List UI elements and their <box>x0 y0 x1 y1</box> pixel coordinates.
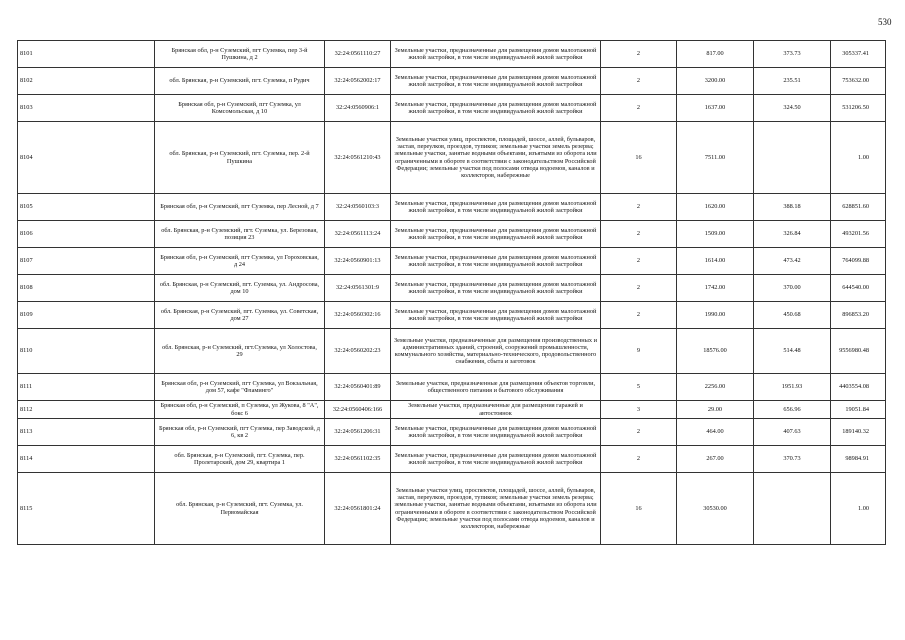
cadastral-number-cell: 32:24:0560401:89 <box>325 374 391 401</box>
row-number: 8102 <box>18 68 155 95</box>
table-row <box>18 248 886 275</box>
land-use-cell: Земельные участки, предназначенные для размещения объектов торговли, общественного питания и бытового обслуживания <box>391 374 601 401</box>
table-row <box>18 419 886 446</box>
cadastral-number-cell: 32:24:0561113:24 <box>325 221 391 248</box>
group-cell: 2 <box>601 221 677 248</box>
cadastral-number-cell: 32:24:0562002:17 <box>325 68 391 95</box>
rate-cell: 514.48 <box>754 329 831 374</box>
cadastral-value-cell: 628851.60 <box>831 194 886 221</box>
rate-cell: 373.73 <box>754 41 831 68</box>
cadastral-number-cell: 32:24:0561110:27 <box>325 41 391 68</box>
table-row <box>18 41 886 68</box>
address-cell: Брянская обл, р-н Суземский, пгт Суземка, пер Заводской, д 6, кв 2 <box>155 419 325 446</box>
land-use-cell: Земельные участки улиц, проспектов, площадей, шоссе, аллей, бульваров, застав, переулков, проездов, тупиков; земельные участки земель резерва; земельные участки, занятые водными объектами, изъятыми из оборота или ограниченными в обороте в соответствии с законодательством Российской Федерации; земельные участки под полосами отвода водоемов, каналов и коллекторов, набережные <box>391 473 601 545</box>
group-cell: 3 <box>601 401 677 419</box>
cadastral-number-cell: 32:24:0560103:3 <box>325 194 391 221</box>
group-cell: 2 <box>601 41 677 68</box>
row-number: 8114 <box>18 446 155 473</box>
cadastral-number-cell: 32:24:0560906:1 <box>325 95 391 122</box>
rate-cell: 370.73 <box>754 446 831 473</box>
group-cell: 9 <box>601 329 677 374</box>
table-row <box>18 194 886 221</box>
cadastral-value-cell: 644540.00 <box>831 275 886 302</box>
rate-cell: 656.96 <box>754 401 831 419</box>
row-number: 8103 <box>18 95 155 122</box>
address-cell: Брянская обл, р-н Суземский, пгт Суземка, пер 3-й Пушкина, д 2 <box>155 41 325 68</box>
cadastral-number-cell: 32:24:0560901:13 <box>325 248 391 275</box>
land-use-cell: Земельные участки, предназначенные для размещения домов малоэтажной жилой застройки, в том числе индивидуальной жилой застройки <box>391 419 601 446</box>
cadastral-number-cell: 32:24:0561102:35 <box>325 446 391 473</box>
cadastral-number-cell: 32:24:0561801:24 <box>325 473 391 545</box>
land-use-cell: Земельные участки, предназначенные для размещения гаражей и автостоянок <box>391 401 601 419</box>
rate-cell: 326.84 <box>754 221 831 248</box>
group-cell: 2 <box>601 194 677 221</box>
land-use-cell: Земельные участки, предназначенные для размещения домов малоэтажной жилой застройки, в том числе индивидуальной жилой застройки <box>391 41 601 68</box>
area-cell: 1509.00 <box>677 221 754 248</box>
cadastral-value-cell: 189140.32 <box>831 419 886 446</box>
cadastral-value-cell: 764099.88 <box>831 248 886 275</box>
cadastral-number-cell: 32:24:0561206:31 <box>325 419 391 446</box>
page-number: 530 <box>878 17 892 27</box>
table-row <box>18 446 886 473</box>
address-cell: Брянская обл, р-н Суземский, пгт Суземка, ул Вокзальная, дом 57, кафе "Фламинго" <box>155 374 325 401</box>
land-use-cell: Земельные участки, предназначенные для размещения домов малоэтажной жилой застройки, в том числе индивидуальной жилой застройки <box>391 221 601 248</box>
address-cell: обл. Брянская, р-н Суземский, пгт.Суземка, ул Холостова, 29 <box>155 329 325 374</box>
address-cell: обл. Брянская, р-н Суземский, пгт. Суземка, ул. Первомайская <box>155 473 325 545</box>
area-cell: 30530.00 <box>677 473 754 545</box>
address-cell: Брянская обл, р-н Суземский, пгт Суземка, пер Лесной, д 7 <box>155 194 325 221</box>
group-cell: 2 <box>601 248 677 275</box>
row-number: 8113 <box>18 419 155 446</box>
group-cell: 16 <box>601 473 677 545</box>
area-cell: 464.00 <box>677 419 754 446</box>
row-number: 8110 <box>18 329 155 374</box>
land-use-cell: Земельные участки, предназначенные для размещения домов малоэтажной жилой застройки, в том числе индивидуальной жилой застройки <box>391 68 601 95</box>
address-cell: Брянская обл, р-н Суземский, п Суземка, ул Жукова, 8 "А", бокс 6 <box>155 401 325 419</box>
cadastral-value-cell: 4403554.08 <box>831 374 886 401</box>
group-cell: 2 <box>601 275 677 302</box>
rate-cell: 235.51 <box>754 68 831 95</box>
cadastral-value-cell: 753632.00 <box>831 68 886 95</box>
address-cell: обл. Брянская, р-н Суземский, пгт. Суземка, п Рудич <box>155 68 325 95</box>
group-cell: 5 <box>601 374 677 401</box>
land-use-cell: Земельные участки, предназначенные для размещения домов малоэтажной жилой застройки, в том числе индивидуальной жилой застройки <box>391 248 601 275</box>
rate-cell: 324.50 <box>754 95 831 122</box>
row-number: 8109 <box>18 302 155 329</box>
group-cell: 2 <box>601 302 677 329</box>
table-row <box>18 473 886 545</box>
area-cell: 2256.00 <box>677 374 754 401</box>
cadastral-value-cell: 9556980.48 <box>831 329 886 374</box>
group-cell: 2 <box>601 95 677 122</box>
area-cell: 1742.00 <box>677 275 754 302</box>
land-use-cell: Земельные участки, предназначенные для размещения домов малоэтажной жилой застройки, в том числе индивидуальной жилой застройки <box>391 275 601 302</box>
area-cell: 1620.00 <box>677 194 754 221</box>
table-row <box>18 68 886 95</box>
area-cell: 29.00 <box>677 401 754 419</box>
land-use-cell: Земельные участки, предназначенные для размещения домов малоэтажной жилой застройки, в том числе индивидуальной жилой застройки <box>391 446 601 473</box>
area-cell: 817.00 <box>677 41 754 68</box>
land-use-cell: Земельные участки, предназначенные для размещения домов малоэтажной жилой застройки, в том числе индивидуальной жилой застройки <box>391 194 601 221</box>
address-cell: обл. Брянская, р-н Суземский, пгт. Суземка, ул. Советская, дом 27 <box>155 302 325 329</box>
table-row <box>18 302 886 329</box>
area-cell: 7511.00 <box>677 122 754 194</box>
cadastral-value-cell: 98984.91 <box>831 446 886 473</box>
land-use-cell: Земельные участки улиц, проспектов, площадей, шоссе, аллей, бульваров, застав, переулков, проездов, тупиков; земельные участки земель резерва; земельные участки, занятые водными объектами, изъятыми из оборота или ограниченными в обороте в соответствии с законодательством Российской Федерации; земельные участки под полосами отвода водоемов, каналов и коллекторов, набережные <box>391 122 601 194</box>
table-row <box>18 221 886 248</box>
address-cell: Брянская обл, р-н Суземский, пгт Суземка, ул Комсомольская, д 10 <box>155 95 325 122</box>
table-row <box>18 329 886 374</box>
table-row <box>18 374 886 401</box>
rate-cell <box>754 122 831 194</box>
cadastral-value-cell: 19051.84 <box>831 401 886 419</box>
rate-cell: 1951.93 <box>754 374 831 401</box>
address-cell: обл. Брянская, р-н Суземский, пгт. Суземка, ул. Андросова, дом 10 <box>155 275 325 302</box>
address-cell: обл. Брянская, р-н Суземский, пгт. Суземка, пер. Пролетарский, дом 29, квартира 1 <box>155 446 325 473</box>
row-number: 8101 <box>18 41 155 68</box>
cadastral-value-table <box>17 40 886 545</box>
land-use-cell: Земельные участки, предназначенные для размещения производственных и административных зданий, строений, сооружений промышленности, коммунального хозяйства, материально-технического, продовольственного снабжения, сбыта и заготовок <box>391 329 601 374</box>
row-number: 8108 <box>18 275 155 302</box>
cadastral-number-cell: 32:24:0560302:16 <box>325 302 391 329</box>
area-cell: 1614.00 <box>677 248 754 275</box>
address-cell: обл. Брянская, р-н Суземский, пгт. Суземка, ул. Березовая, позиция 23 <box>155 221 325 248</box>
group-cell: 2 <box>601 419 677 446</box>
area-cell: 3200.00 <box>677 68 754 95</box>
rate-cell: 407.63 <box>754 419 831 446</box>
row-number: 8111 <box>18 374 155 401</box>
row-number: 8115 <box>18 473 155 545</box>
row-number: 8104 <box>18 122 155 194</box>
rate-cell: 388.18 <box>754 194 831 221</box>
cadastral-value-cell: 1.00 <box>831 473 886 545</box>
address-cell: обл. Брянская, р-н Суземский, пгт. Суземка, пер. 2-й Пушкина <box>155 122 325 194</box>
row-number: 8105 <box>18 194 155 221</box>
group-cell: 16 <box>601 122 677 194</box>
group-cell: 2 <box>601 446 677 473</box>
rate-cell: 473.42 <box>754 248 831 275</box>
rate-cell: 370.00 <box>754 275 831 302</box>
address-cell: Брянская обл, р-н Суземский, пгт Суземка, ул Гороховская, д 24 <box>155 248 325 275</box>
land-use-cell: Земельные участки, предназначенные для размещения домов малоэтажной жилой застройки, в том числе индивидуальной жилой застройки <box>391 95 601 122</box>
cadastral-number-cell: 32:24:0560406:166 <box>325 401 391 419</box>
cadastral-number-cell: 32:24:0561210:43 <box>325 122 391 194</box>
area-cell: 267.00 <box>677 446 754 473</box>
group-cell: 2 <box>601 68 677 95</box>
row-number: 8112 <box>18 401 155 419</box>
cadastral-number-cell: 32:24:0560202:23 <box>325 329 391 374</box>
table-row <box>18 275 886 302</box>
row-number: 8107 <box>18 248 155 275</box>
land-use-cell: Земельные участки, предназначенные для размещения домов малоэтажной жилой застройки, в том числе индивидуальной жилой застройки <box>391 302 601 329</box>
table-row <box>18 122 886 194</box>
table-row <box>18 95 886 122</box>
cadastral-value-cell: 1.00 <box>831 122 886 194</box>
cadastral-value-cell: 531206.50 <box>831 95 886 122</box>
table-row <box>18 401 886 419</box>
rate-cell: 450.68 <box>754 302 831 329</box>
area-cell: 18576.00 <box>677 329 754 374</box>
cadastral-value-cell: 305337.41 <box>831 41 886 68</box>
cadastral-number-cell: 32:24:0561301:9 <box>325 275 391 302</box>
rate-cell <box>754 473 831 545</box>
cadastral-value-cell: 896853.20 <box>831 302 886 329</box>
area-cell: 1637.00 <box>677 95 754 122</box>
area-cell: 1990.00 <box>677 302 754 329</box>
cadastral-value-cell: 493201.56 <box>831 221 886 248</box>
row-number: 8106 <box>18 221 155 248</box>
